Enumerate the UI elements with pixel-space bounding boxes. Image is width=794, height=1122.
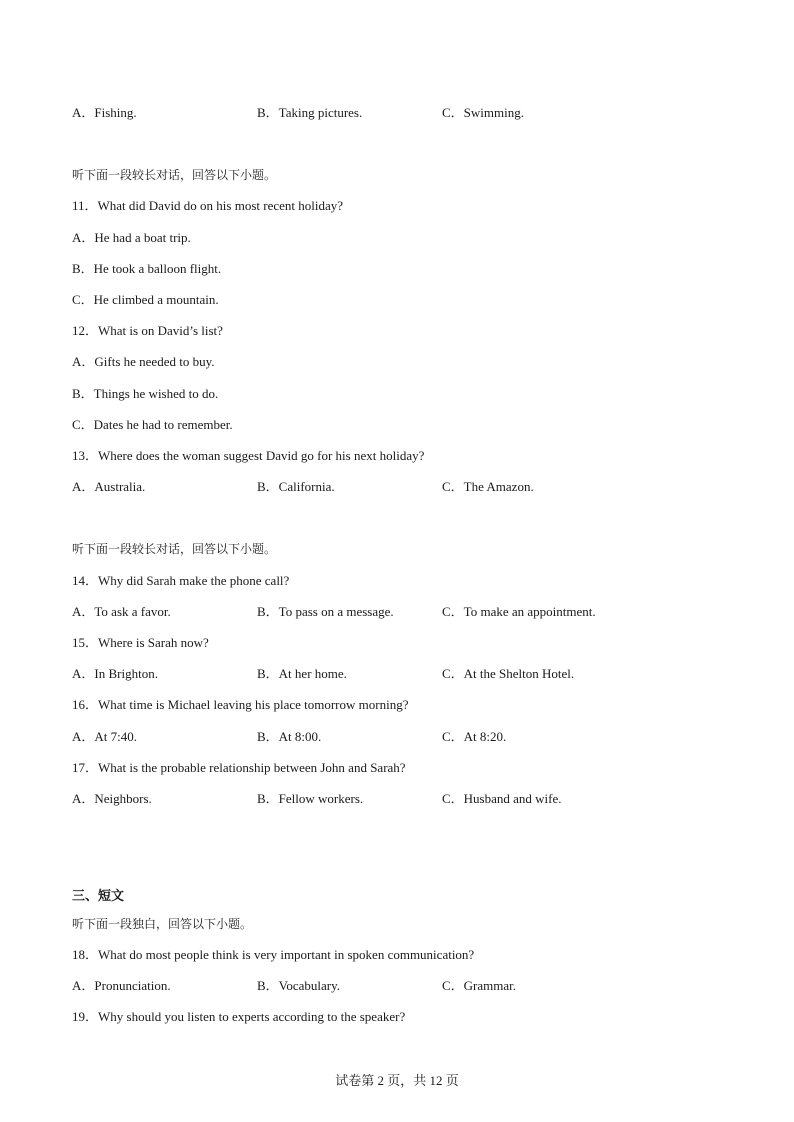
q13-options [72, 479, 732, 495]
q11-option-b: B．He took a balloon flight. [72, 261, 222, 276]
q15-option-b: B．At her home. [257, 666, 347, 681]
q16-option-c: C．At 8:20. [442, 729, 507, 744]
q11-option-a: A．He had a boat trip. [72, 230, 191, 245]
q15-option-a: A．In Brighton. [72, 666, 158, 681]
q15-option-c: C．At the Shelton Hotel. [442, 666, 575, 681]
q14-option-a: A．To ask a favor. [72, 604, 171, 619]
instruction-monologue: 听下面一段独白，回答以下小题。 [72, 917, 253, 931]
q11-option-c: C．He climbed a mountain. [72, 292, 219, 307]
q15-stem: 15．Where is Sarah now? [72, 635, 209, 650]
instruction-dialogue-1: 听下面一段较长对话，回答以下小题。 [72, 168, 277, 182]
q10-option-b: B．Taking pictures. [257, 105, 363, 120]
q10-option-c: C．Swimming. [442, 105, 524, 120]
q14-option-c: C．To make an appointment. [442, 604, 596, 619]
q10-options [72, 105, 732, 121]
q13-option-a: A．Australia. [72, 479, 146, 494]
q16-option-b: B．At 8:00. [257, 729, 322, 744]
q17-option-a: A．Neighbors. [72, 791, 152, 806]
q17-options [72, 791, 732, 807]
q11-stem: 11．What did David do on his most recent holiday? [72, 198, 344, 213]
q10-option-a: A．Fishing. [72, 105, 137, 120]
page-footer: 试卷第 2 页，共 12 页 [335, 1073, 459, 1088]
section-3-heading: 三、短文 [72, 889, 125, 904]
q14-options [72, 604, 732, 620]
q14-option-b: B．To pass on a message. [257, 604, 394, 619]
q18-option-b: B．Vocabulary. [257, 978, 341, 993]
q18-option-c: C．Grammar. [442, 978, 517, 993]
q12-option-a: A．Gifts he needed to buy. [72, 354, 215, 369]
q18-option-a: A．Pronunciation. [72, 978, 171, 993]
q16-option-a: A．At 7:40. [72, 729, 138, 744]
q19-stem: 19．Why should you listen to experts according to the speaker? [72, 1009, 406, 1024]
q17-stem: 17．What is the probable relationship between John and Sarah? [72, 760, 406, 775]
q17-option-b: B．Fellow workers. [257, 791, 364, 806]
q16-options [72, 729, 732, 745]
q12-option-c: C．Dates he had to remember. [72, 417, 233, 432]
instruction-dialogue-2: 听下面一段较长对话，回答以下小题。 [72, 542, 277, 556]
q15-options [72, 666, 732, 682]
q14-stem: 14．Why did Sarah make the phone call? [72, 573, 290, 588]
q17-option-c: C．Husband and wife. [442, 791, 562, 806]
q12-stem: 12．What is on David’s list? [72, 323, 223, 338]
q13-option-b: B．California. [257, 479, 335, 494]
q18-options [72, 978, 732, 994]
q13-option-c: C．The Amazon. [442, 479, 534, 494]
q12-option-b: B．Things he wished to do. [72, 386, 219, 401]
q13-stem: 13．Where does the woman suggest David go for his next holiday? [72, 448, 425, 463]
q16-stem: 16．What time is Michael leaving his place tomorrow morning? [72, 697, 409, 712]
q18-stem: 18．What do most people think is very important in spoken communication? [72, 947, 475, 962]
